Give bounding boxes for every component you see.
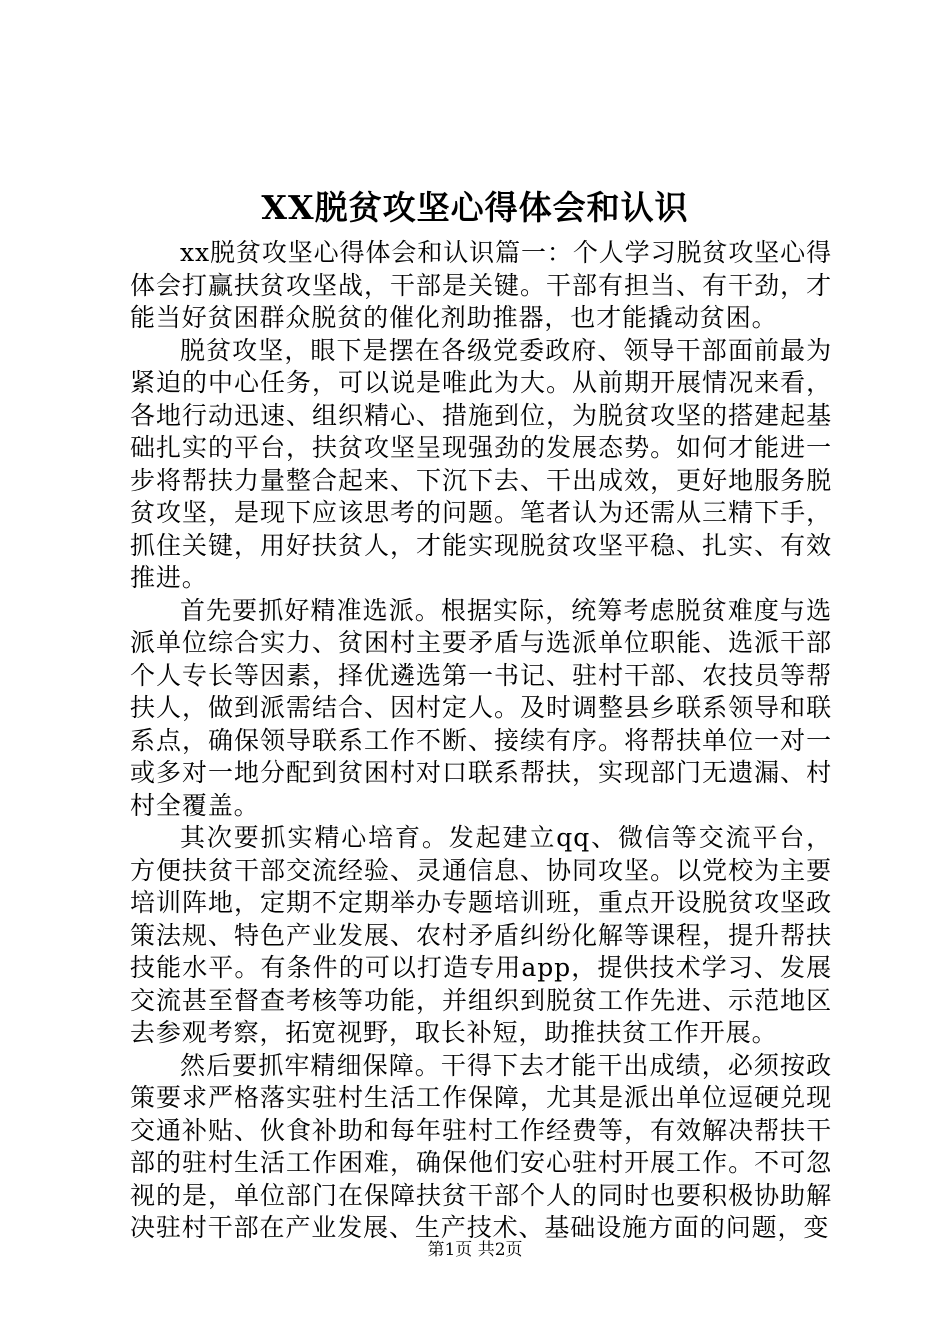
document-title: XX脱贫攻坚心得体会和认识	[261, 188, 689, 227]
paragraph-1: xx脱贫攻坚心得体会和认识篇一：个人学习脱贫攻坚心得体会打赢扶贫攻坚战，干部是关键。干部有担当、有干劲，才能当好贫困群众脱贫的催化剂助推器，也才能撬动贫困。	[130, 238, 832, 332]
paragraph-4: 其次要抓实精心培育。发起建立qq、微信等交流平台，方便扶贫干部交流经验、灵通信息、协同攻坚。以党校为主要培训阵地，定期不定期举办专题培训班，重点开设脱贫攻坚政策法规、特色产业发展、农村矛盾纠纷化解等课程，提升帮扶技能水平。有条件的可以打造专用app，提供技术学习、发展交流甚至督查考核等功能，并组织到脱贫工作先进、示范地区去参观考察，拓宽视野，取长补短，助推扶贫工作开展。	[130, 823, 832, 1047]
paragraph-5: 然后要抓牢精细保障。干得下去才能干出成绩，必须按政策要求严格落实驻村生活工作保障，尤其是派出单位逗硬兑现交通补贴、伙食补助和每年驻村工作经费等，有效解决帮扶干部的驻村生活工作困难，确保他们安心驻村开展工作。不可忽视的是，单位部门在保障扶贫干部个人的同时也要积极协助解决驻村干部在产业发展、生产技术、基础设施方面的问题，变	[130, 1050, 832, 1242]
document-body	[130, 237, 832, 1245]
paragraph-3: 首先要抓好精准选派。根据实际，统筹考虑脱贫难度与选派单位综合实力、贫困村主要矛盾与选派单位职能、选派干部个人专长等因素，择优遴选第一书记、驻村干部、农技员等帮扶人，做到派需结合、因村定人。及时调整县乡联系领导和联系点，确保领导联系工作不断、接续有序。将帮扶单位一对一或多对一地分配到贫困村对口联系帮扶，实现部门无遗漏、村村全覆盖。	[130, 595, 832, 820]
paragraph-2: 脱贫攻坚，眼下是摆在各级党委政府、领导干部面前最为紧迫的中心任务，可以说是唯此为大。从前期开展情况来看，各地行动迅速、组织精心、措施到位，为脱贫攻坚的搭建起基础扎实的平台，扶贫攻坚呈现强劲的发展态势。如何才能进一步将帮扶力量整合起来、下沉下去、干出成效，更好地服务脱贫攻坚，是现下应该思考的问题。笔者认为还需从三精下手，抓住关键，用好扶贫人，才能实现脱贫攻坚平稳、扎实、有效推进。	[130, 335, 832, 592]
page-footer: 第1页 共2页	[427, 1240, 523, 1260]
